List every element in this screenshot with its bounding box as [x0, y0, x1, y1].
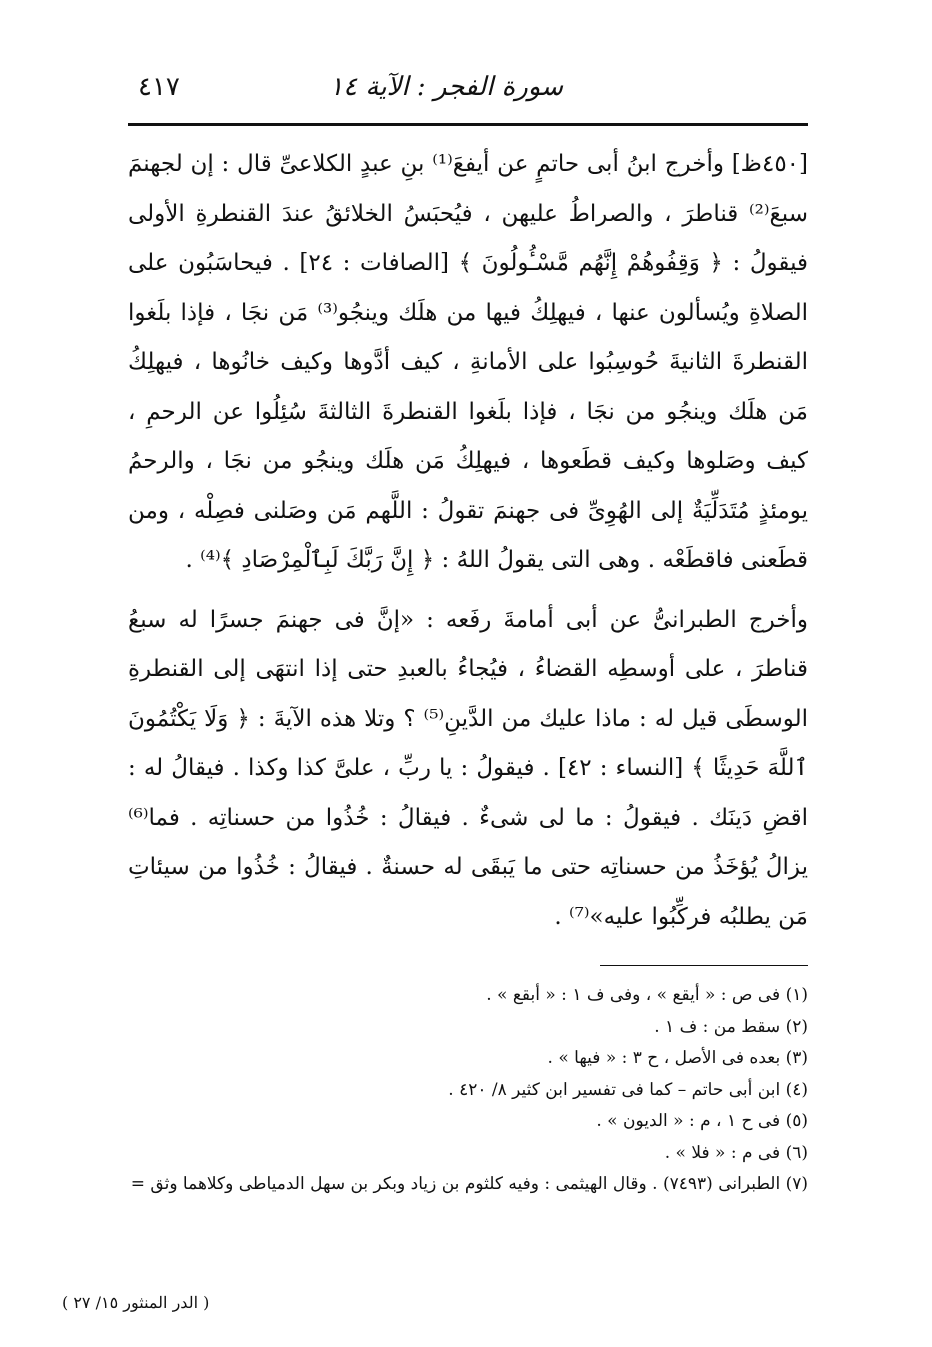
running-title: سورة الفجر : الآية ١٤	[329, 72, 563, 102]
footnote-5: (٥) فى ح ١ ، م : « الديون » .	[596, 1111, 808, 1131]
footnote-6: (٦) فى م : « فلا » .	[664, 1142, 808, 1163]
footnote-2: (٢) سقط من : ف ١ .	[654, 1016, 808, 1037]
footnote-7: (٧) الطبرانى (٧٤٩٣) . وقال الهيثمى : وفيه كلثوم بن زياد وبكر بن سهل الدمياطى وكلاهما وثق =	[130, 1174, 808, 1194]
footnotes	[128, 980, 808, 1201]
page-number: ٤١٧	[138, 72, 180, 102]
main-text	[128, 140, 808, 942]
footnote-1: (١) فى ص : « أيقع » ، وفى ف ١ : « أبقع » .	[486, 985, 808, 1005]
page-header	[128, 66, 808, 116]
paragraph-1: [٤٥٠ظ] وأخرج ابنُ أبى حاتمٍ عن أيفعَ⁽¹⁾ بنِ عبدٍ الكلاعىِّ قال : إن لجهنمَ سبعَ⁽²⁾ قناطرَ ، والصراطُ عليهن ، فيُحبَسُ الخلائقُ عندَ القنطرةِ الأولى فيقولُ : ﴿ وَقِفُوهُمْ إِنَّهُم مَّسْـُٔولُونَ ﴾ [الصافات : ٢٤] . فيحاسَبُون على الصلاةِ ويُسألون عنها ، فيهلِكُ فيها من هلَك وينجُو⁽³⁾ مَن نجَا ، فإذا بلَغوا القنطرةَ الثانيةَ حُوسِبُوا على الأمانةِ ، كيف أدَّوها وكيف خانُوها ، فيهلِكُ مَن هلَك وينجُو من نجَا ، فإذا بلَغوا القنطرةَ الثالثةَ سُئِلُوا عن الرحمِ ، كيف وصَلوها وكيف قطَعوها ، فيهلِكُ مَن هلَك وينجُو من نجَا ، والرحمُ يومئذٍ مُتَدَلِّيَةٌ إلى الهُوِىِّ فى جهنمَ تقولُ : اللَّهم مَن وصَلنى فصِلْه ، ومن قطَعنى فاقطَعْه . وهى التى يقولُ اللهُ : ﴿ إِنَّ رَبَّكَ لَبِٱلْمِرْصَادِ ﴾⁽⁴⁾ .	[128, 151, 809, 573]
footnote-4: (٤) ابن أبى حاتم – كما فى تفسير ابن كثير ٨/ ٤٢٠ .	[448, 1079, 808, 1100]
footnote-rule	[600, 965, 808, 966]
footnote-3: (٣) بعده فى الأصل ، ح ٣ : « فيها » .	[547, 1048, 808, 1068]
header-rule	[128, 123, 808, 126]
paragraph-2: وأخرج الطبرانىُّ عن أبى أمامةَ رفَعه : «إنَّ فى جهنمَ جسرًا له سبعُ قناطرَ ، على أوسطِه القضاءُ ، فيُجاءُ بالعبدِ حتى إذا انتهَى إلى القنطرةِ الوسطَى قيل له : ماذا عليك من الدَّينِ⁽⁵⁾ ؟ وتلا هذه الآيةَ : ﴿ وَلَا يَكْتُمُونَ ٱللَّهَ حَدِيثًا ﴾ [النساء : ٤٢] . فيقولُ : يا ربِّ ، علىَّ كذا وكذا . فيقالُ له : اقضِ دَينَك . فيقولُ : ما لى شىءٌ . فيقالُ : خُذُوا من حسناتِه . فما⁽⁶⁾ يزالُ يُؤخَذُ من حسناتِه حتى ما يَبقَى له حسنةٌ . فيقالُ : خُذُوا من سيئاتِ مَن يطلبُه فركِّبُوا عليه»⁽⁷⁾ .	[128, 606, 808, 930]
volume-reference: ( الدر المنثور ١٥/ ٢٧ )	[62, 1293, 210, 1312]
